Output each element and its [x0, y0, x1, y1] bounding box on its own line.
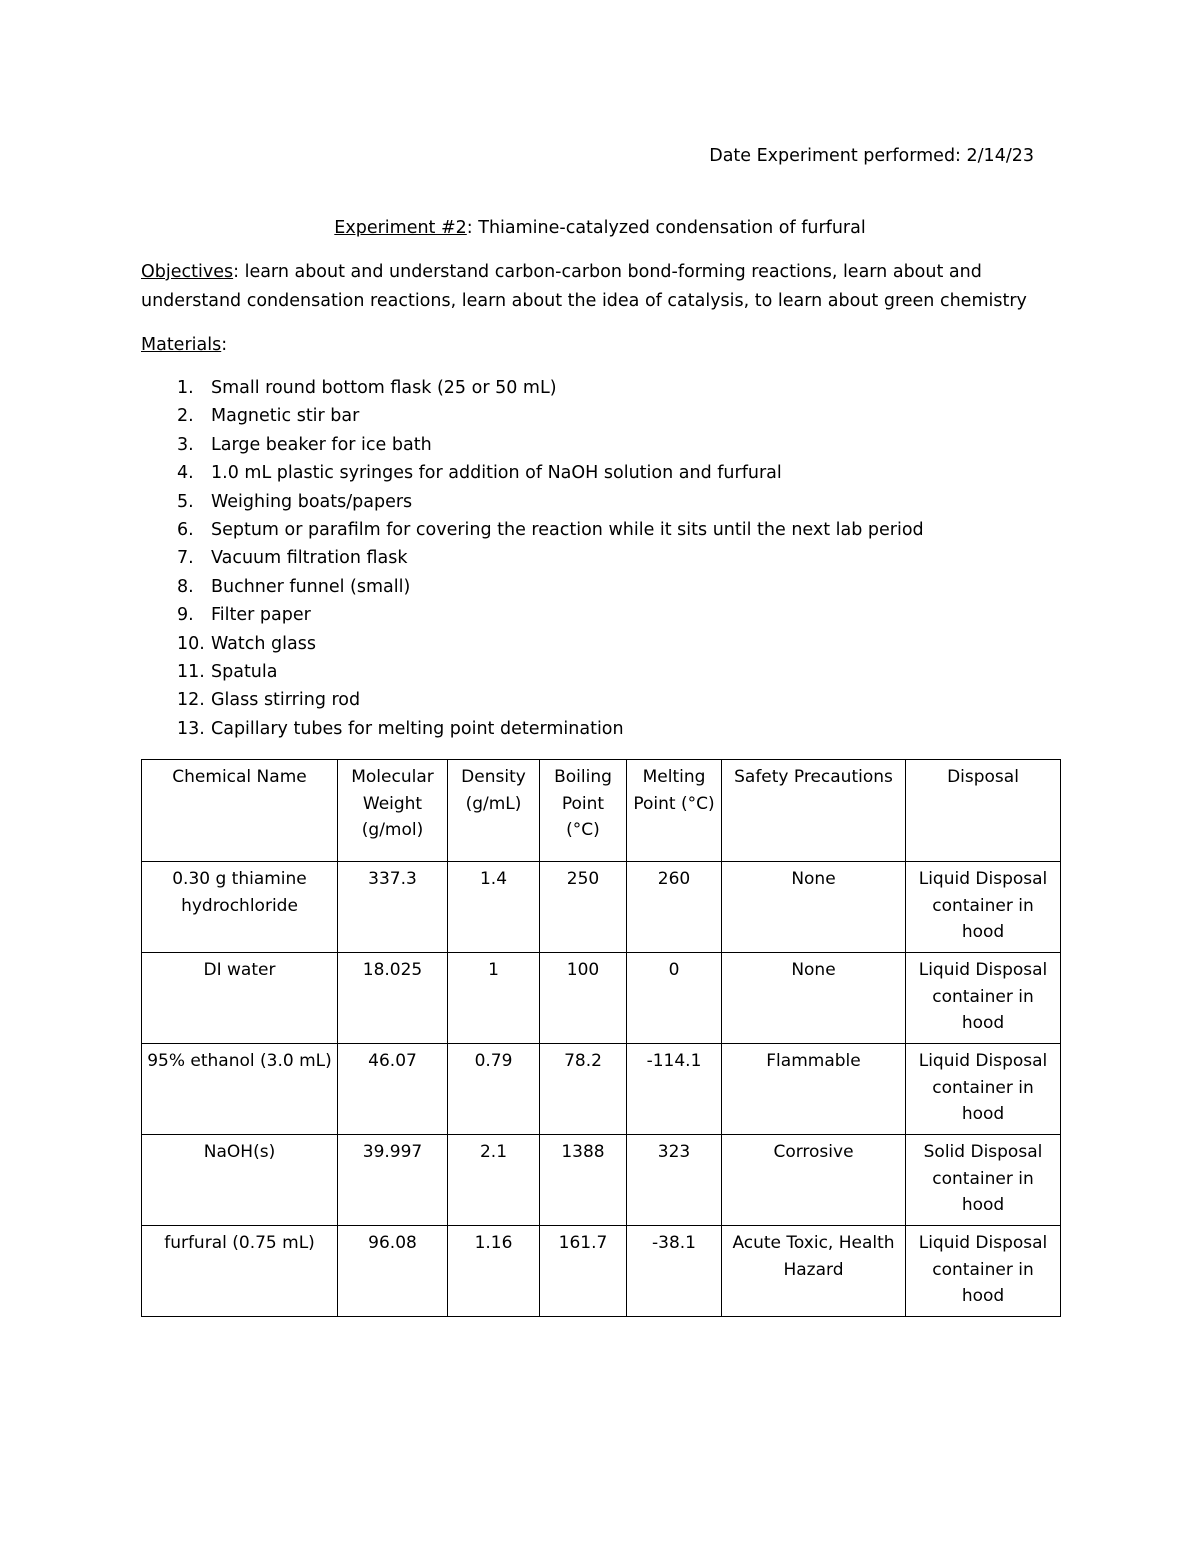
table-cell: Solid Disposal container in hood — [906, 1135, 1061, 1226]
table-cell: Liquid Disposal container in hood — [906, 953, 1061, 1044]
table-cell: Corrosive — [722, 1135, 906, 1226]
table-cell: 39.997 — [338, 1135, 448, 1226]
objectives-label: Objectives — [141, 262, 234, 282]
materials-list — [141, 376, 1041, 745]
table-header-row — [142, 760, 1061, 862]
materials-heading: Materials: — [141, 335, 228, 355]
table-cell: 1.4 — [448, 862, 540, 953]
column-header: Melting Point (°C) — [627, 760, 722, 862]
table-cell: Flammable — [722, 1044, 906, 1135]
table-cell: 100 — [540, 953, 627, 1044]
table-cell: -38.1 — [627, 1226, 722, 1317]
list-item: 5. Weighing boats/papers — [141, 490, 1041, 518]
material-item: Spatula — [211, 661, 278, 682]
column-header: Safety Precautions — [722, 760, 906, 862]
list-item: 13. Capillary tubes for melting point determination — [141, 717, 1041, 745]
list-item: 8. Buchner funnel (small) — [141, 575, 1041, 603]
material-item: Vacuum filtration flask — [211, 548, 408, 569]
table-cell: 96.08 — [338, 1226, 448, 1317]
table-cell: 78.2 — [540, 1044, 627, 1135]
material-item: Watch glass — [211, 633, 316, 654]
table-cell: 1 — [448, 953, 540, 1044]
date-label: Date Experiment performed: — [709, 146, 961, 166]
table-cell: 0.30 g thiamine hydrochloride — [142, 862, 338, 953]
table-cell: Liquid Disposal container in hood — [906, 1226, 1061, 1317]
table-cell: 250 — [540, 862, 627, 953]
experiment-label: Experiment #2 — [334, 218, 467, 238]
table-cell: 18.025 — [338, 953, 448, 1044]
material-item: Magnetic stir bar — [211, 406, 360, 427]
chemical-properties-table — [141, 759, 1061, 1317]
column-header: Boiling Point (°C) — [540, 760, 627, 862]
table-cell: 0 — [627, 953, 722, 1044]
material-item: Small round bottom flask (25 or 50 mL) — [211, 378, 557, 398]
table-cell: None — [722, 862, 906, 953]
list-item: 11. Spatula — [141, 660, 1041, 688]
table-cell: 1.16 — [448, 1226, 540, 1317]
material-item: Weighing boats/papers — [211, 491, 413, 512]
list-item: 7. Vacuum filtration flask — [141, 546, 1041, 574]
table-cell: 323 — [627, 1135, 722, 1226]
list-item: 12. Glass stirring rod — [141, 688, 1041, 716]
date-line — [0, 144, 1034, 168]
table-cell: 260 — [627, 862, 722, 953]
table-cell: -114.1 — [627, 1044, 722, 1135]
table-row — [142, 1135, 1061, 1226]
table-cell: furfural (0.75 mL) — [142, 1226, 338, 1317]
table-cell: 337.3 — [338, 862, 448, 953]
list-item: 4. 1.0 mL plastic syringes for addition of NaOH solution and furfural — [141, 461, 1041, 489]
table-cell: None — [722, 953, 906, 1044]
list-item: 10. Watch glass — [141, 632, 1041, 660]
list-item: 9. Filter paper — [141, 603, 1041, 631]
table-cell: 1388 — [540, 1135, 627, 1226]
table-cell: 161.7 — [540, 1226, 627, 1317]
table-cell: Liquid Disposal container in hood — [906, 1044, 1061, 1135]
table-row — [142, 862, 1061, 953]
objectives-paragraph: Objectives: learn about and understand carbon-carbon bond-forming reactions, learn about and understand condensation reactions, learn about the idea of catalysis, to learn about green chemistry — [141, 262, 1027, 311]
list-item: 6. Septum or parafilm for covering the reaction while it sits until the next lab period — [141, 518, 1041, 546]
material-item: Septum or parafilm for covering the reaction while it sits until the next lab period — [211, 519, 924, 540]
table-row — [142, 953, 1061, 1044]
table-cell: 2.1 — [448, 1135, 540, 1226]
table-row — [142, 1044, 1061, 1135]
table-row — [142, 1226, 1061, 1317]
list-item: 2. Magnetic stir bar — [141, 404, 1041, 432]
materials-label: Materials — [141, 335, 222, 355]
date-value: 2/14/23 — [966, 146, 1034, 166]
material-item: Capillary tubes for melting point determination — [211, 718, 624, 739]
list-item: 1. Small round bottom flask (25 or 50 mL) — [141, 376, 1041, 404]
column-header: Chemical Name — [142, 760, 338, 862]
table-cell: 0.79 — [448, 1044, 540, 1135]
list-item: 3. Large beaker for ice bath — [141, 433, 1041, 461]
experiment-title: Thiamine-catalyzed condensation of furfural — [478, 218, 866, 238]
page-title: Experiment #2: Thiamine-catalyzed condensation of furfural — [334, 218, 866, 238]
objectives-text: learn about and understand carbon-carbon bond-forming reactions, learn about and understand condensation reactions, learn about the idea of catalysis, to learn about green chemistry — [141, 262, 1027, 311]
table-cell: Acute Toxic, Health Hazard — [722, 1226, 906, 1317]
material-item: 1.0 mL plastic syringes for addition of NaOH solution and furfural — [211, 463, 782, 484]
table-cell: 46.07 — [338, 1044, 448, 1135]
material-item: Glass stirring rod — [211, 690, 361, 711]
table-cell: DI water — [142, 953, 338, 1044]
column-header: Disposal — [906, 760, 1061, 862]
column-header: Density (g/mL) — [448, 760, 540, 862]
table-cell: Liquid Disposal container in hood — [906, 862, 1061, 953]
column-header: Molecular Weight (g/mol) — [338, 760, 448, 862]
material-item: Buchner funnel (small) — [211, 576, 411, 597]
material-item: Filter paper — [211, 605, 311, 626]
table-cell: 95% ethanol (3.0 mL) — [142, 1044, 338, 1135]
material-item: Large beaker for ice bath — [211, 434, 432, 455]
table-cell: NaOH(s) — [142, 1135, 338, 1226]
